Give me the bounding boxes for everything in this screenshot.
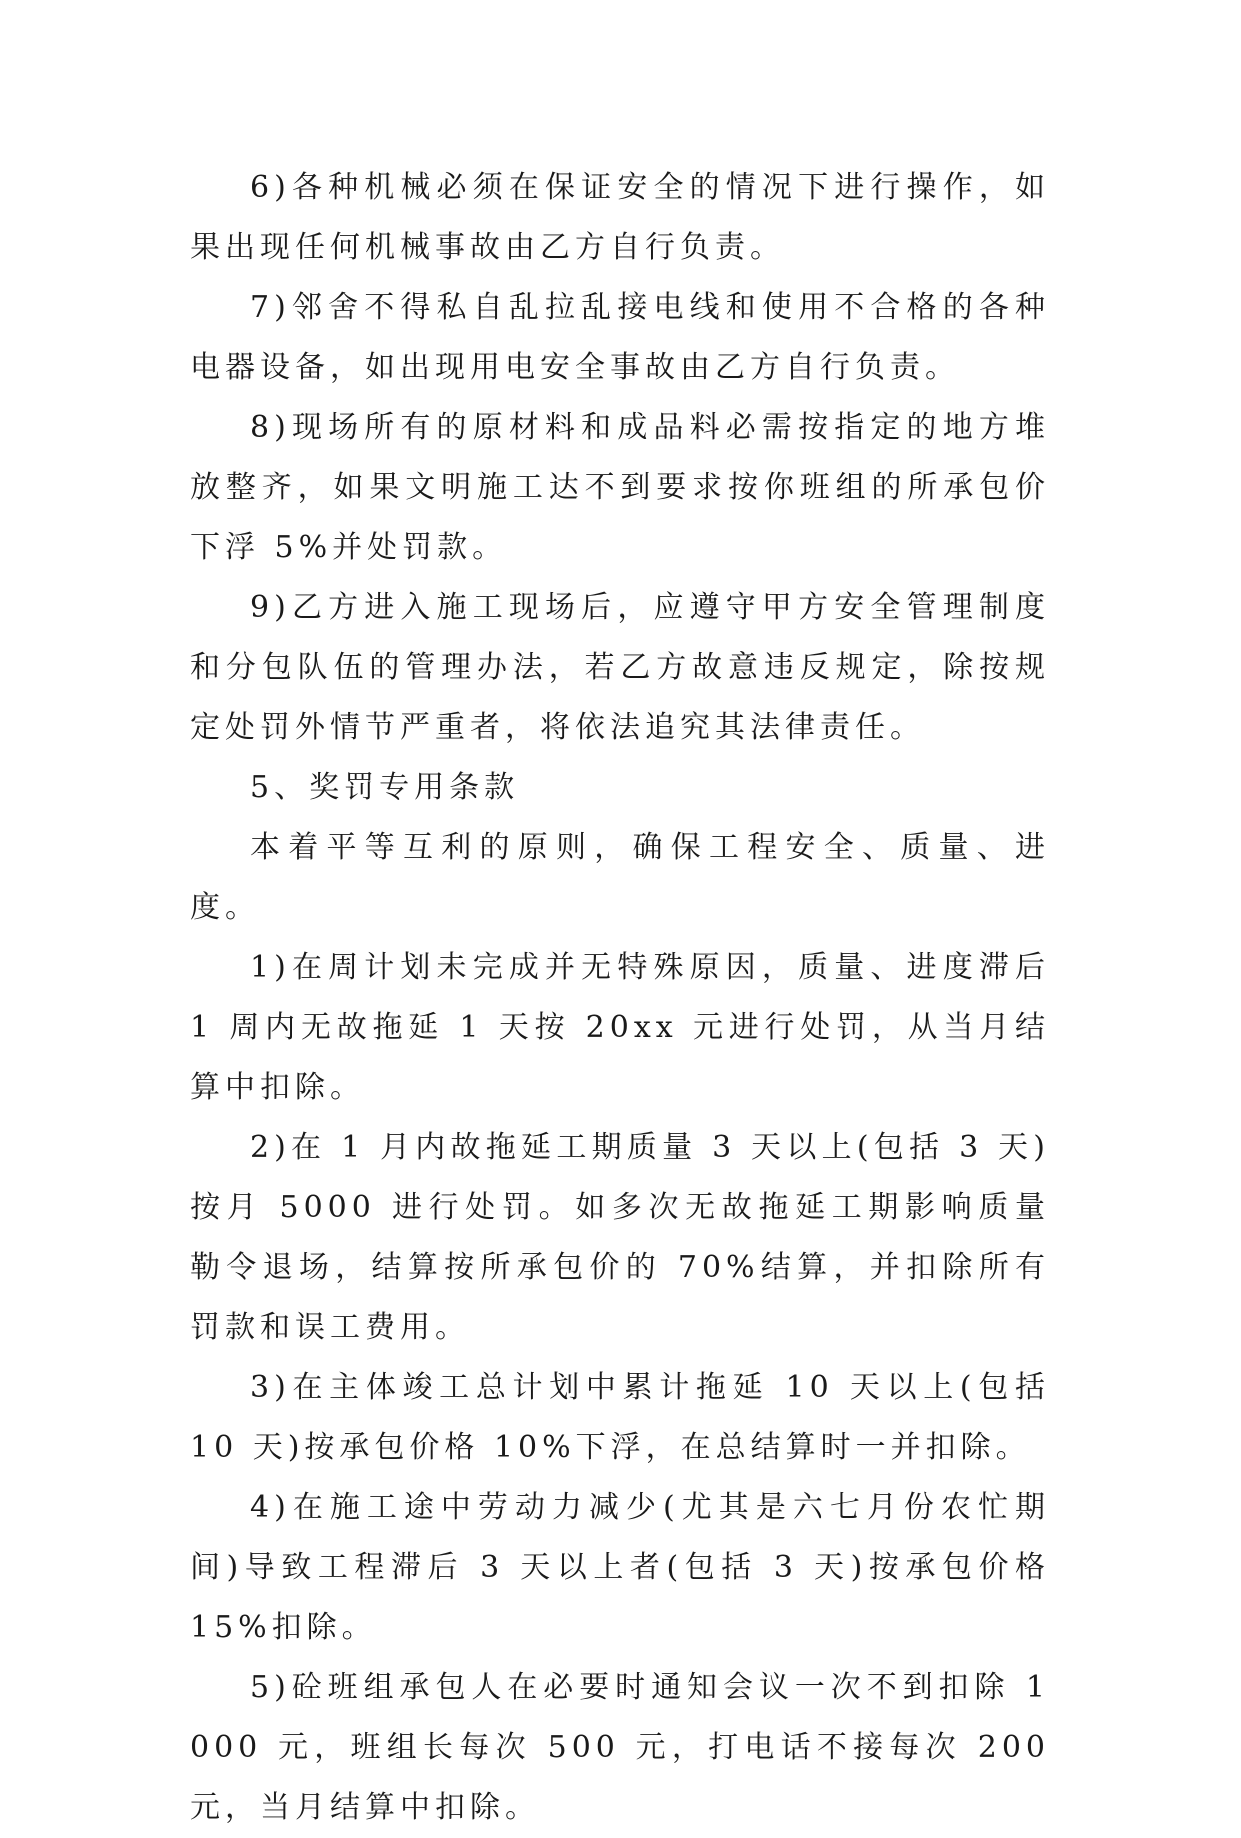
reward-penalty-clause-3: 3)在主体竣工总计划中累计拖延 10 天以上(包括 10 天)按承包价格 10%下浮，在总结算时一并扣除。	[190, 1370, 1050, 1465]
reward-penalty-clause-2: 2)在 1 月内故拖延工期质量 3 天以上(包括 3 天)按月 5000 进行处罚。如多次无故拖延工期影响质量勒令退场，结算按所承包价的 70%结算，并扣除所有罚款和误工费用。	[190, 1130, 1050, 1345]
reward-penalty-clause-1: 1)在周计划未完成并无特殊原因，质量、进度滞后 1 周内无故拖延 1 天按 20xx 元进行处罚，从当月结算中扣除。	[190, 950, 1050, 1105]
reward-penalty-clause-4: 4)在施工途中劳动力减少(尤其是六七月份农忙期间)导致工程滞后 3 天以上者(包括 3 天)按承包价格 15%扣除。	[190, 1490, 1050, 1645]
clause-9: 9)乙方进入施工现场后，应遵守甲方安全管理制度和分包队伍的管理办法，若乙方故意违反规定，除按规定处罚外情节严重者，将依法追究其法律责任。	[190, 590, 1050, 745]
reward-penalty-clause-5: 5)砼班组承包人在必要时通知会议一次不到扣除 1000 元，班组长每次 500 元，打电话不接每次 200 元，当月结算中扣除。	[190, 1670, 1050, 1825]
document-body	[190, 158, 1050, 1838]
clause-6: 6)各种机械必须在保证安全的情况下进行操作，如果出现任何机械事故由乙方自行负责。	[190, 170, 1050, 265]
section-heading-5: 5、奖罚专用条款	[250, 770, 520, 805]
clause-7: 7)邻舍不得私自乱拉乱接电线和使用不合格的各种电器设备，如出现用电安全事故由乙方自行负责。	[190, 290, 1050, 385]
clause-8: 8)现场所有的原材料和成品料必需按指定的地方堆放整齐，如果文明施工达不到要求按你班组的所承包价下浮 5%并处罚款。	[190, 410, 1050, 565]
section-intro: 本着平等互利的原则，确保工程安全、质量、进度。	[190, 830, 1050, 925]
